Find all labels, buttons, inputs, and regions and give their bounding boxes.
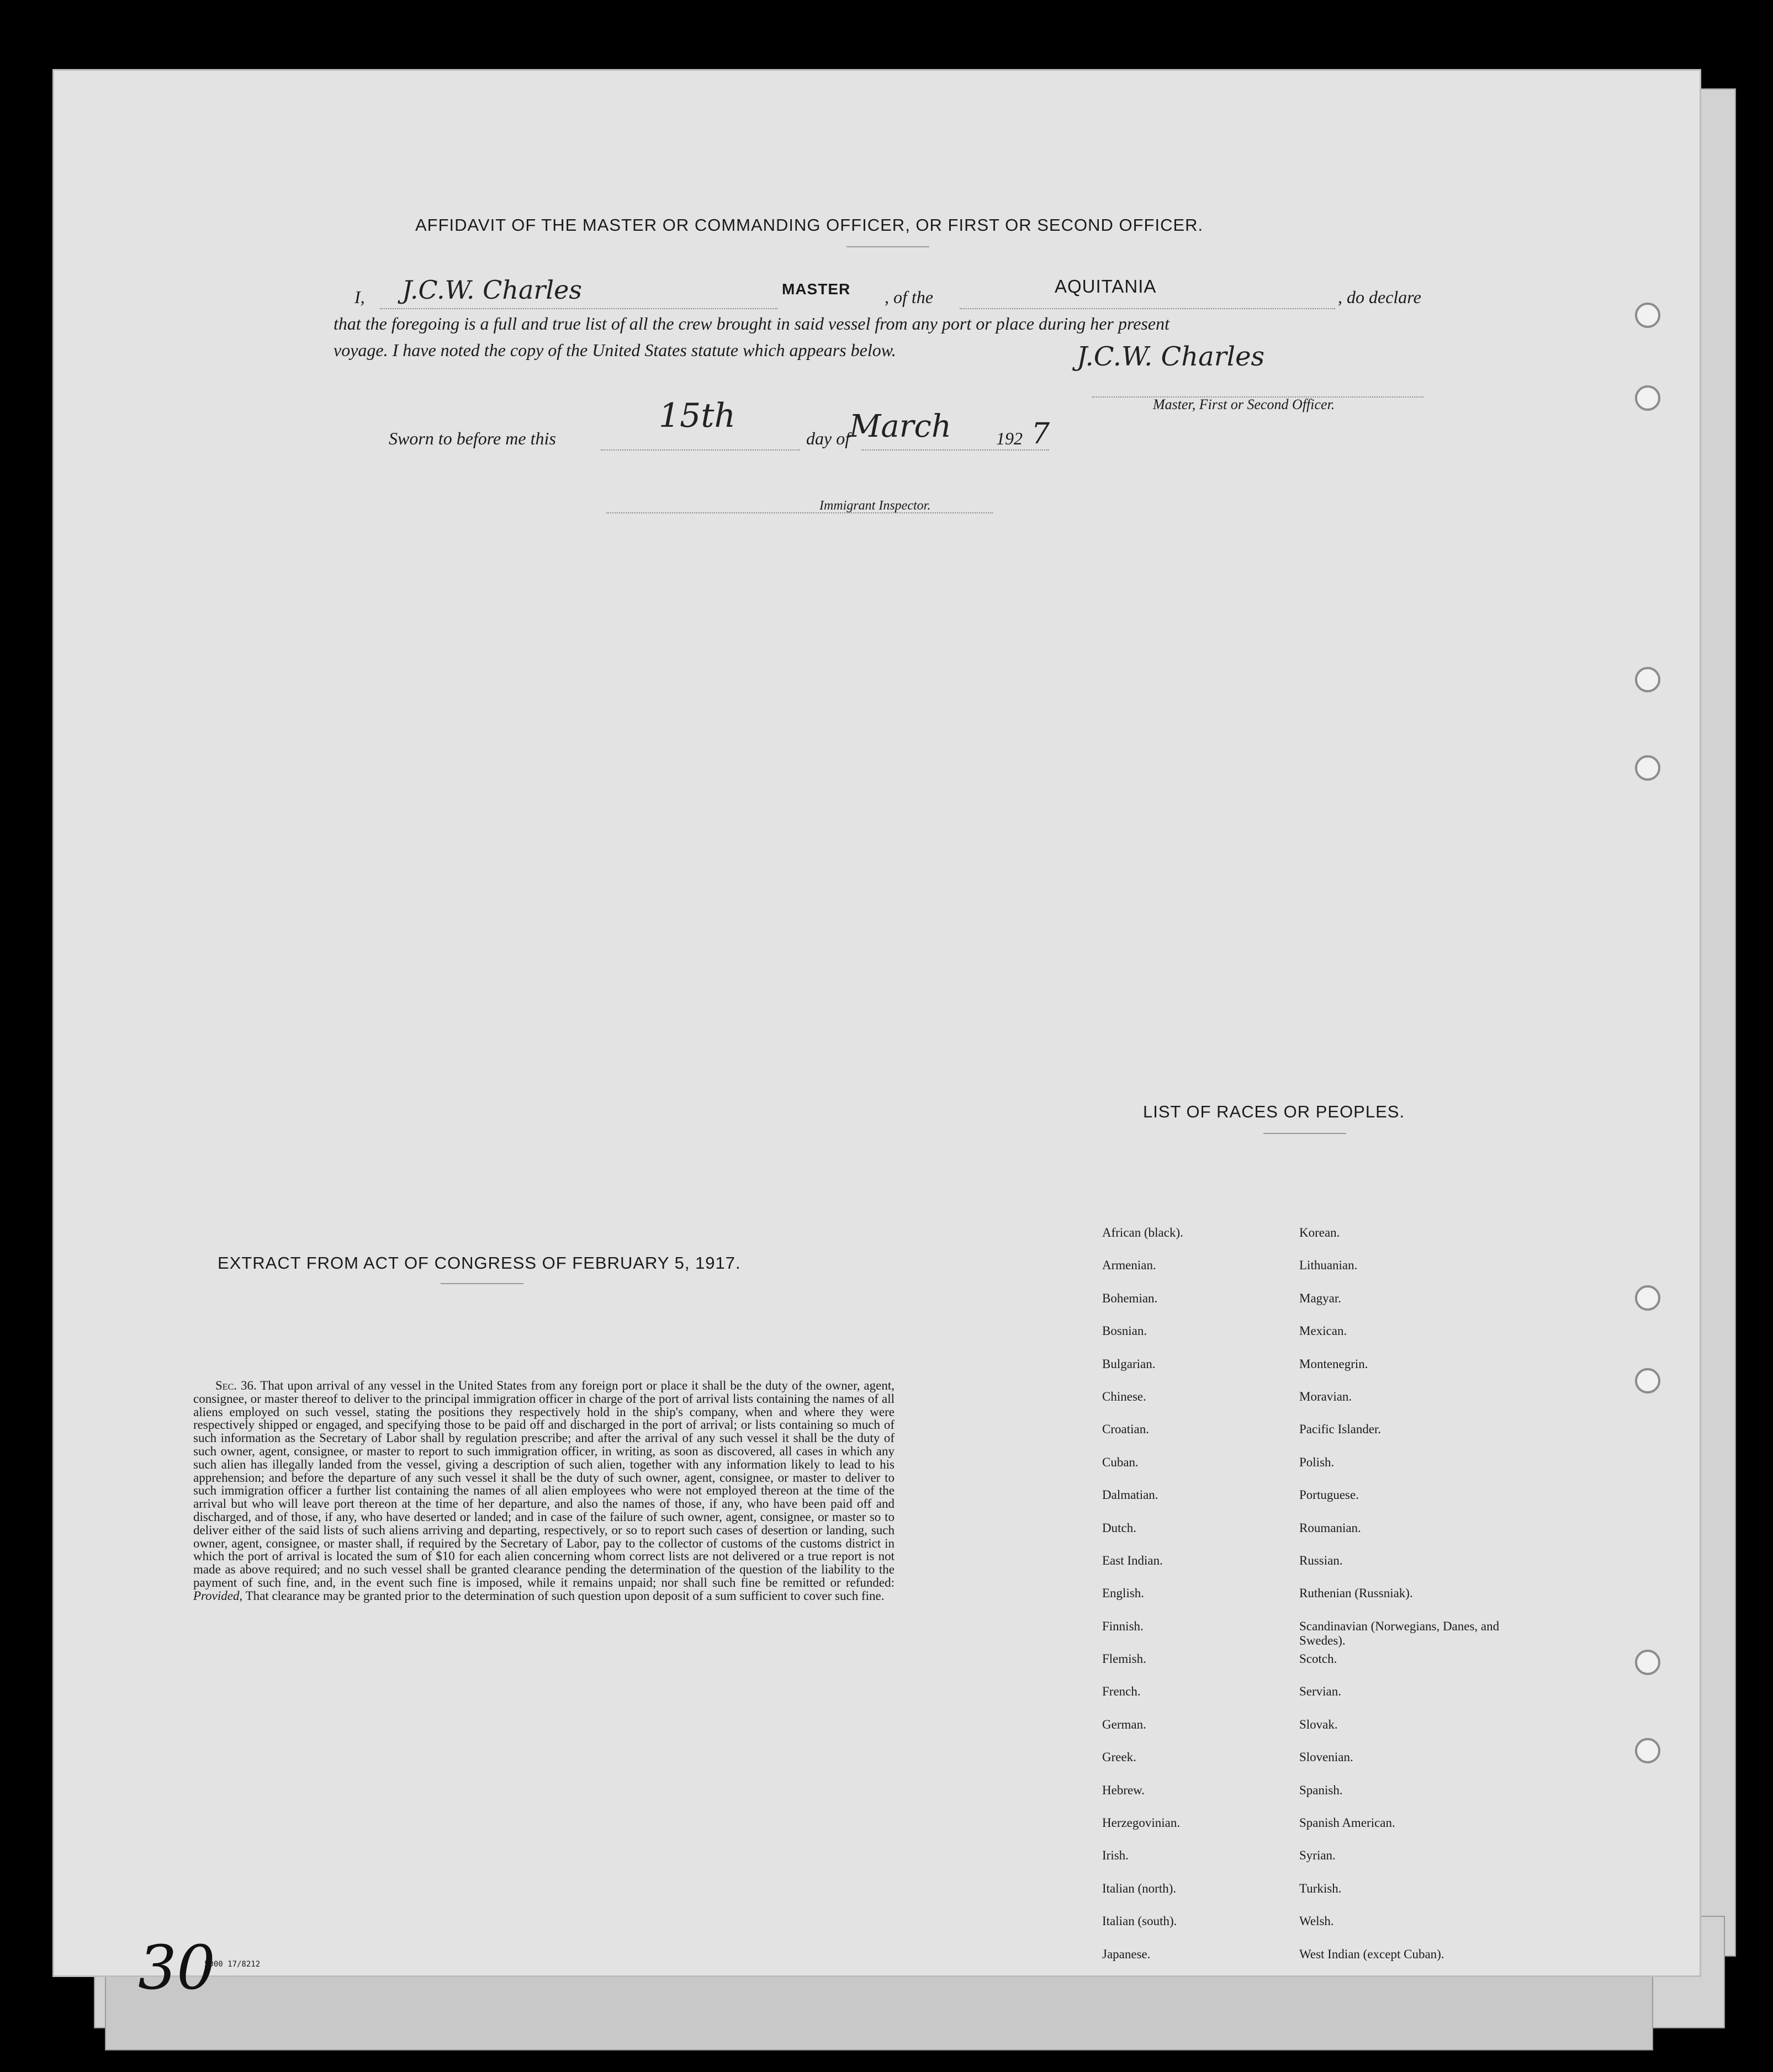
race-left: Herzegovinian. [1102, 1816, 1181, 1830]
race-right: Portuguese. [1299, 1488, 1359, 1502]
races-row [1102, 1882, 1531, 1914]
punch-hole [1635, 755, 1660, 781]
declaration-line-3: voyage. I have noted the copy of the United States statute which appears below. [334, 340, 896, 360]
race-right: Syrian. [1299, 1848, 1336, 1863]
extract-text-end: That clearance may be granted prior to the determination of such question upon deposit of a sum sufficient to cover such fine. [245, 1588, 885, 1603]
vessel-line [960, 308, 1335, 309]
races-row [1102, 1718, 1531, 1750]
race-right: Pacific Islander. [1299, 1422, 1382, 1437]
extract-title: EXTRACT FROM ACT OF CONGRESS OF FEBRUARY 5, 1917. [218, 1253, 741, 1273]
races-row [1102, 1947, 1531, 1980]
punch-hole [1635, 303, 1660, 328]
inspector-line [606, 512, 993, 513]
races-title: LIST OF RACES OR PEOPLES. [1143, 1102, 1405, 1121]
extract-provided: Provided, [193, 1588, 243, 1603]
races-row [1102, 1750, 1531, 1783]
races-row [1102, 1586, 1531, 1619]
punch-hole [1635, 385, 1660, 411]
race-left: Flemish. [1102, 1652, 1146, 1666]
races-row [1102, 1258, 1531, 1291]
races-row [1102, 1848, 1531, 1881]
race-left: Irish. [1102, 1848, 1129, 1863]
race-left: Dutch. [1102, 1520, 1136, 1535]
races-list [1102, 1226, 1531, 1980]
race-left: Dalmatian. [1102, 1488, 1158, 1502]
affidavit-title: AFFIDAVIT OF THE MASTER OR COMMANDING OFFICER, OR FIRST OR SECOND OFFICER. [415, 215, 1204, 235]
punch-hole [1635, 1285, 1660, 1311]
year-prefix: 192 [996, 428, 1023, 448]
race-left: Finnish. [1102, 1619, 1144, 1633]
races-row [1102, 1226, 1531, 1258]
document-page [54, 71, 1700, 1975]
punch-hole [1635, 667, 1660, 692]
races-row [1102, 1684, 1531, 1717]
races-row [1102, 1816, 1531, 1848]
race-left: Japanese. [1102, 1947, 1151, 1961]
rank-value: MASTER [782, 280, 851, 298]
race-right: Korean. [1299, 1226, 1340, 1239]
race-left: German. [1102, 1717, 1146, 1731]
race-right: Slovak. [1299, 1717, 1338, 1731]
extract-title-underline [441, 1283, 523, 1284]
do-declare-label: , do declare [1338, 287, 1421, 307]
race-left: Hebrew. [1102, 1783, 1145, 1797]
races-row [1102, 1488, 1531, 1520]
races-row [1102, 1652, 1531, 1684]
title-underline [846, 246, 929, 247]
races-row [1102, 1783, 1531, 1816]
signature-name: J.C.W. Charles [402, 275, 582, 305]
month-value: March [849, 409, 951, 444]
races-row [1102, 1914, 1531, 1947]
handwritten-number: 30 [138, 1932, 215, 2003]
races-row [1102, 1422, 1531, 1455]
race-right: Turkish. [1299, 1881, 1342, 1895]
race-left: Croatian. [1102, 1422, 1149, 1437]
inspector-caption: Immigrant Inspector. [819, 499, 931, 513]
month-line [861, 449, 1049, 451]
vessel-name: AQUITANIA [1055, 276, 1157, 296]
race-right: Spanish American. [1299, 1816, 1395, 1830]
officer-signature: J.C.W. Charles [1077, 341, 1265, 372]
races-row [1102, 1554, 1531, 1586]
races-row [1102, 1521, 1531, 1554]
form-number: 5000 17/8212 [204, 1960, 261, 1969]
race-right: Moravian. [1299, 1389, 1352, 1403]
races-row [1102, 1357, 1531, 1390]
race-left: Italian (south). [1102, 1914, 1177, 1928]
extract-body [193, 1379, 895, 1603]
race-left: Chinese. [1102, 1389, 1146, 1403]
extract-text: That upon arrival of any vessel in the United States from any foreign port or place it shall be the duty of the owner, agent, consignee, or master thereof to deliver to the principal immigration officer in charge of the port of arrival lists containing the names of all aliens employed on such vessel, stating the positions they respectively hold in the ship's company, when and where they were respectively shipped or engaged, and specifying those to be paid off and discharged in the port of arrival; or lists containing so much of such information as the Secretary of Labor shall by regulation prescribe; and after the arrival of any such vessel it shall be the duty of such owner, agent, consignee, or master to report to such immigration officer, in writing, as soon as discovered, all cases in which any such alien has illegally landed from the vessel, giving a description of such alien, together with any information likely to lead to his apprehension; and before the departure of any such vessel it shall be the duty of such owner, agent, consignee, or master to deliver to such immigration officer a further list containing the names of all alien employees who were not employed thereon at the time of the arrival but who will leave port thereon at the time of her departure, and also the names of those, if any, who have been paid off and discharged, and of those, if any, who have deserted or landed; and in case of the failure of such owner, agent, consignee, or master so to deliver either of the said lists of such aliens arriving and departing, respectively, or so to report such cases of desertion or landing, such owner, agent, consignee, or master shall, if required by the Secretary of Labor, pay to the collector of customs of the customs district in which the port of arrival is located the sum of $10 for each alien concerning whom correct lists are not delivered or a true report is not made as above required; and no such vessel shall be granted clearance pending the determination of the question of the liability to the payment of such fine, and, in the event such fine is imposed, while it remains unpaid; nor shall such fine be remitted or refunded: [193, 1379, 895, 1589]
name-line [380, 308, 777, 309]
race-left: English. [1102, 1586, 1145, 1601]
extract-sec: Sec. 36. [215, 1379, 257, 1392]
day-value: 15th [659, 396, 736, 435]
declaration-line-2: that the foregoing is a full and true list of all the crew brought in said vessel from any port or place during her present [334, 314, 1169, 333]
race-left: Bosnian. [1102, 1324, 1147, 1338]
punch-hole [1635, 1368, 1660, 1393]
race-left: Bohemian. [1102, 1291, 1158, 1305]
day-line [601, 449, 800, 451]
race-left: Bulgarian. [1102, 1356, 1156, 1371]
declaration-i: I, [354, 287, 365, 307]
race-right: Welsh. [1299, 1914, 1334, 1928]
race-right: Montenegrin. [1299, 1356, 1368, 1371]
races-row [1102, 1324, 1531, 1356]
sworn-label: Sworn to before me this [389, 428, 556, 448]
race-left: Armenian. [1102, 1258, 1156, 1273]
race-right: Slovenian. [1299, 1750, 1353, 1764]
race-left: Cuban. [1102, 1455, 1139, 1469]
races-row [1102, 1291, 1531, 1324]
race-right: Russian. [1299, 1553, 1343, 1567]
punch-hole [1635, 1738, 1660, 1763]
punch-hole [1635, 1650, 1660, 1675]
race-right: Ruthenian (Russniak). [1299, 1586, 1413, 1601]
races-title-underline [1263, 1133, 1346, 1134]
day-of-label: day of [806, 428, 850, 448]
race-left: French. [1102, 1684, 1141, 1699]
race-right: Servian. [1299, 1684, 1342, 1699]
race-right: Magyar. [1299, 1291, 1342, 1305]
of-the-label: , of the [885, 287, 933, 307]
race-right: Roumanian. [1299, 1520, 1361, 1535]
race-right: West Indian (except Cuban). [1299, 1947, 1444, 1961]
race-left: Greek. [1102, 1750, 1136, 1764]
race-right: Scotch. [1299, 1652, 1337, 1666]
race-left: Italian (north). [1102, 1881, 1177, 1895]
race-right: Mexican. [1299, 1324, 1347, 1338]
signature-caption: Master, First or Second Officer. [1153, 396, 1335, 412]
race-left: East Indian. [1102, 1553, 1163, 1567]
race-left: African (black). [1102, 1226, 1183, 1239]
races-row [1102, 1390, 1531, 1422]
races-row [1102, 1455, 1531, 1488]
year-digit: 7 [1031, 417, 1050, 451]
races-row [1102, 1619, 1531, 1652]
race-right: Polish. [1299, 1455, 1335, 1469]
race-right: Lithuanian. [1299, 1258, 1358, 1273]
race-right: Spanish. [1299, 1783, 1343, 1797]
race-right: Scandinavian (Norwegians, Danes, and Swedes). [1299, 1619, 1500, 1647]
